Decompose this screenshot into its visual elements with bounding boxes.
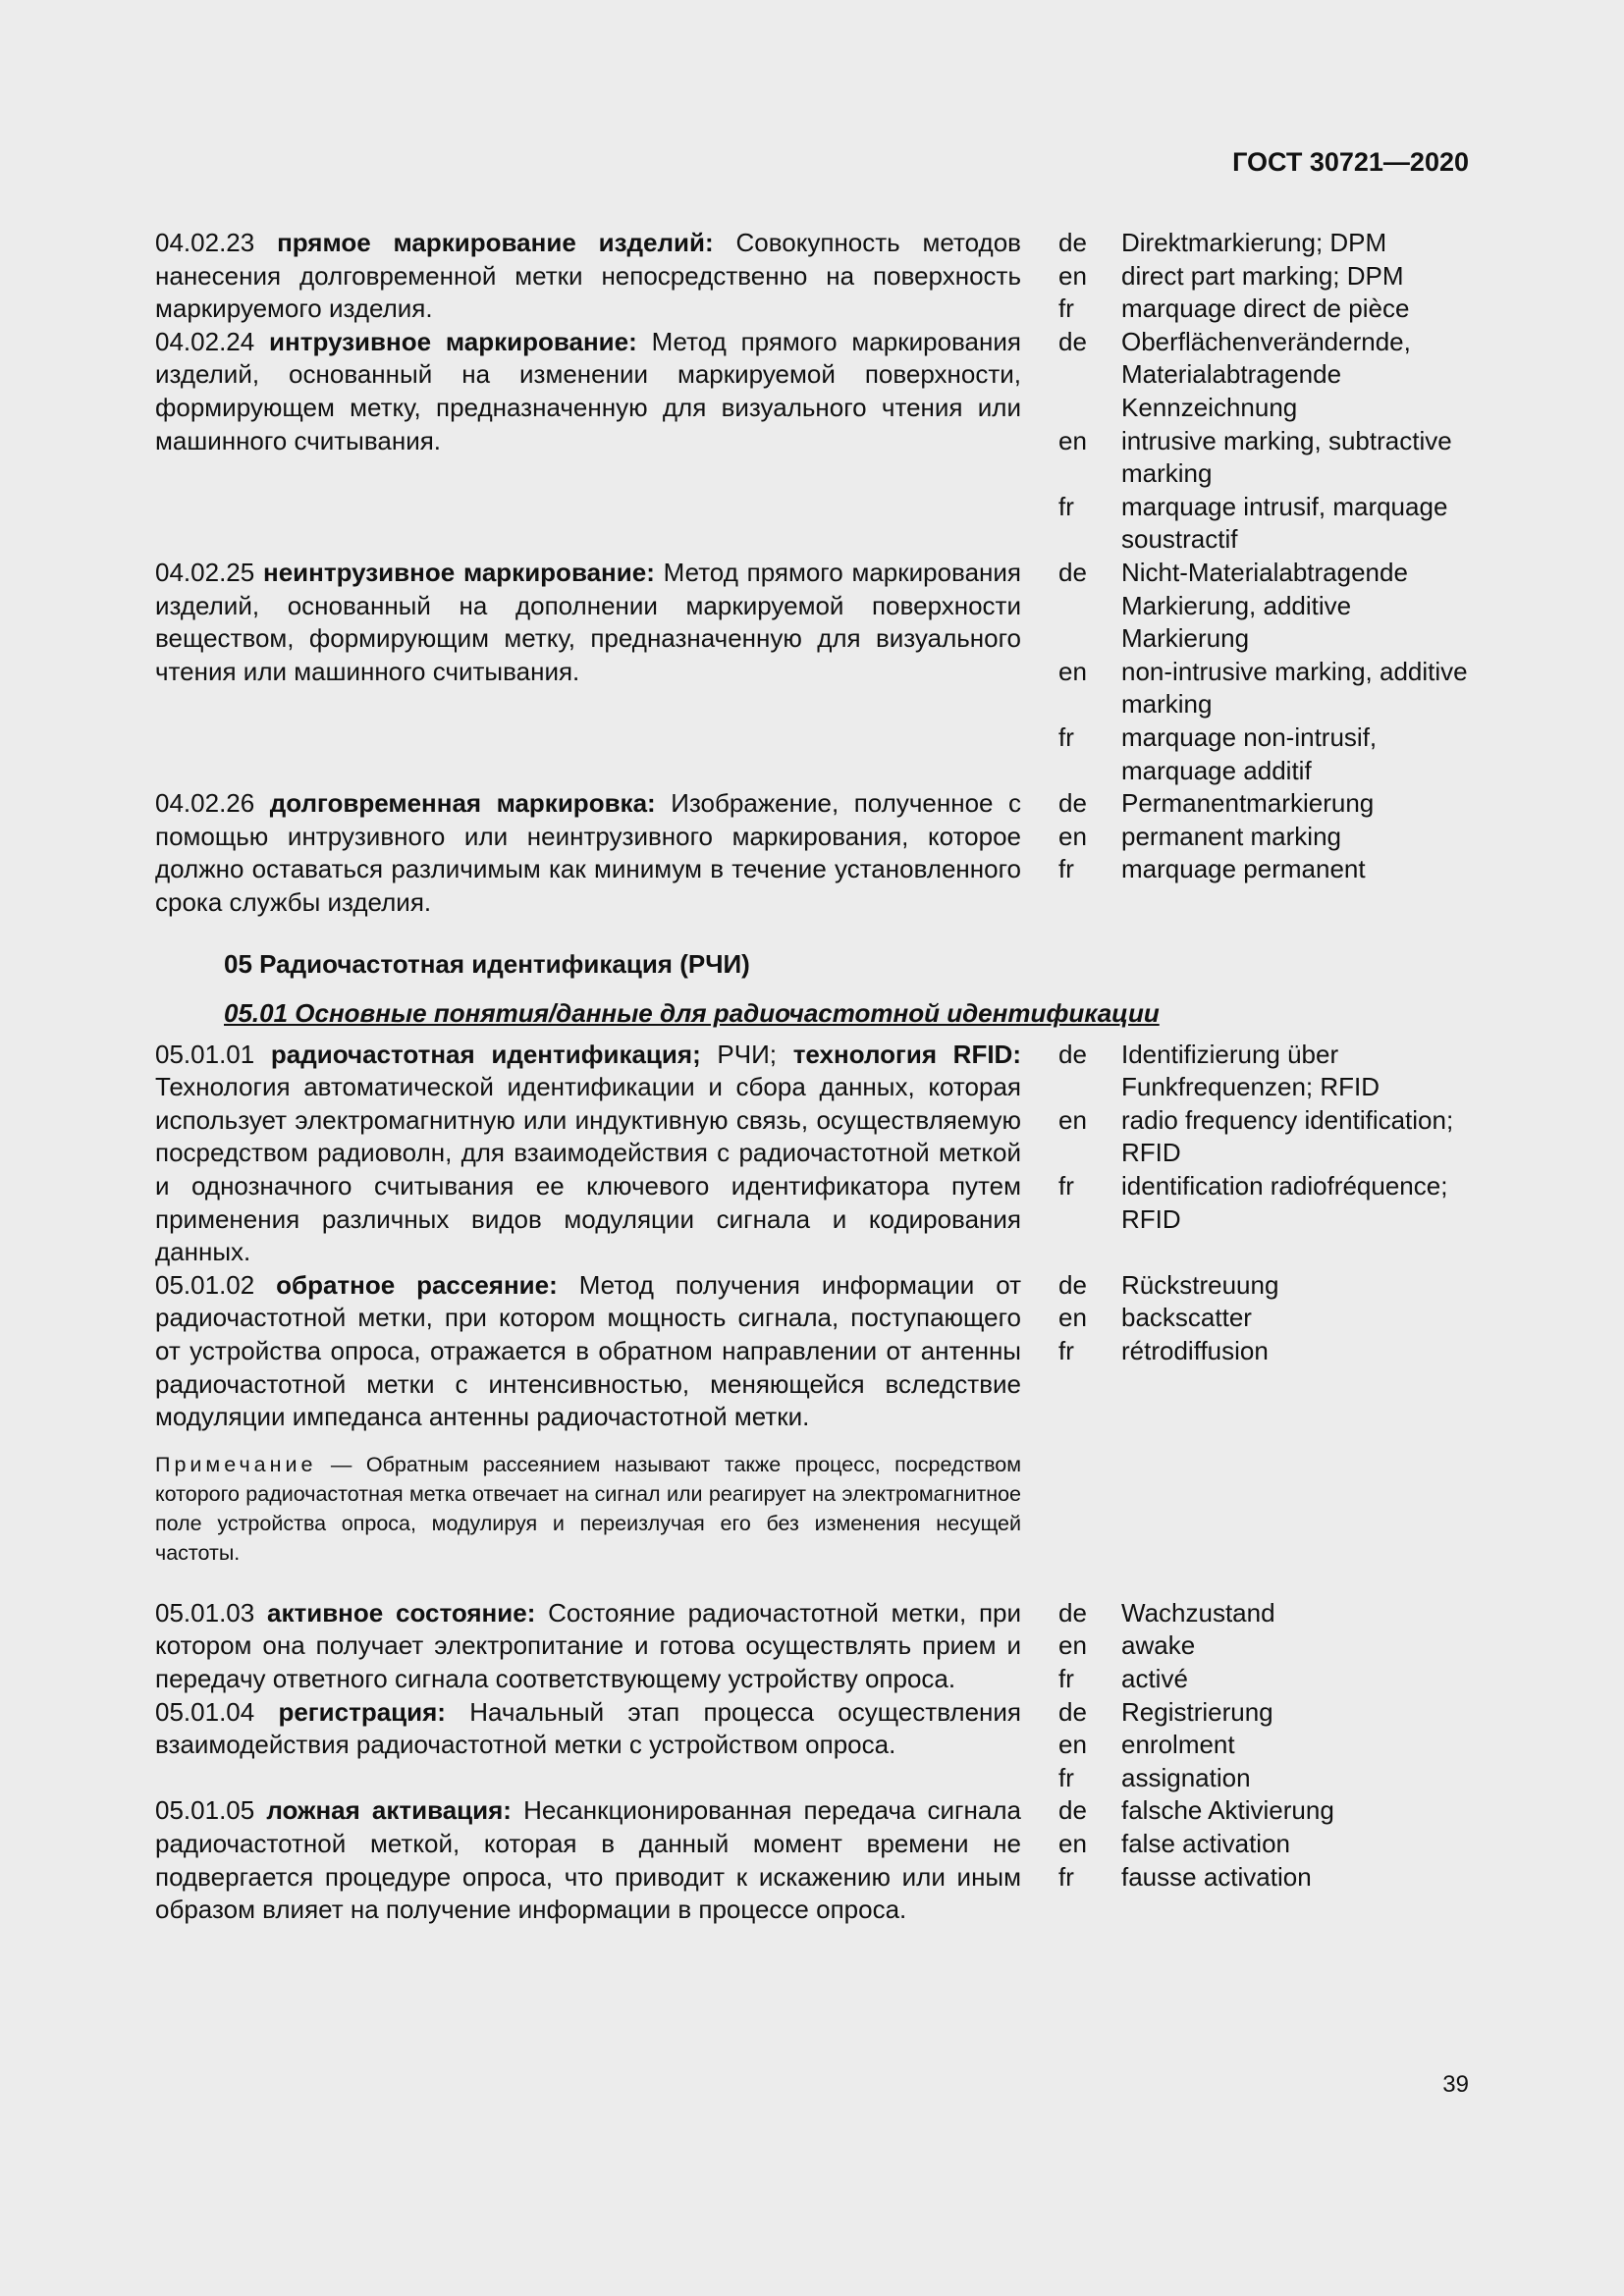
- term-name: интрузивное маркирование:: [269, 326, 637, 356]
- term-entry-04-02-26: [155, 787, 1469, 919]
- lang-code: en: [1058, 1730, 1087, 1760]
- term-definition: Совокупность методов нанесения долговременной метки непосредственно на поверхность маркируемого изделия.: [155, 228, 1021, 324]
- lang-code: en: [1058, 1303, 1087, 1333]
- term-number: 04.02.25: [155, 557, 255, 587]
- lang-code: fr: [1058, 1861, 1074, 1892]
- translations: [1058, 1597, 1469, 1696]
- note-label: Примечание: [155, 1452, 317, 1476]
- term-number: 05.01.05: [155, 1795, 255, 1826]
- lang-code: en: [1058, 1630, 1087, 1661]
- lang-code: en: [1058, 656, 1087, 686]
- lang-code: de: [1058, 326, 1087, 356]
- translation-row: [1058, 1696, 1469, 1730]
- term-definition: Изображение, полученное с помощью интрузивного или неинтрузивного маркирования, которое должно оставаться различимым как минимум в течение установленного срока службы изделия.: [155, 788, 1021, 917]
- lang-code: en: [1058, 1828, 1087, 1858]
- translated-term: Rückstreuung: [1121, 1269, 1279, 1300]
- term-definition: Метод прямого маркирования изделий, основанный на дополнении маркируемой поверхности веществом, формирующим метку, предназначенную для визуального чтения или машинного считывания.: [155, 557, 1021, 686]
- term-entry-04-02-23: [155, 227, 1469, 326]
- translated-term: Oberflächenverändernde, Materialabtragende Kennzeichnung: [1121, 326, 1411, 422]
- lang-code: en: [1058, 821, 1087, 851]
- term-definition: Технология автоматической идентификации и сбора данных, которая использует электромагнитную или индуктивную связь, осуществляемую посредством радиоволн, для взаимодействия с радиочастотной меткой и однозначного считывания ее ключевого идентификатора путем применения различных видов модуляции сигнала и кодирования данных.: [155, 1072, 1021, 1267]
- translation-row: [1058, 1663, 1469, 1696]
- translation-row: [1058, 1170, 1469, 1236]
- definition: [155, 1794, 1021, 1926]
- translated-term: Identifizierung über Funkfrequenzen; RFID: [1121, 1039, 1380, 1102]
- translation-row: [1058, 1269, 1469, 1303]
- translation-row: [1058, 853, 1469, 886]
- translation-row: [1058, 787, 1469, 821]
- note-text: — Обратным рассеянием называют также процесс, посредством которого радиочастотная метка отвечает на сигнал или реагирует на электромагнитное поле устройства опроса, модулируя и переизлучая его без изменения несущей частоты.: [155, 1452, 1021, 1565]
- translation-row: [1058, 326, 1469, 425]
- lang-code: en: [1058, 260, 1087, 291]
- translated-term: assignation: [1121, 1762, 1251, 1792]
- term-definition: Начальный этап процесса осуществления взаимодействия радиочастотной метки с устройством опроса.: [155, 1696, 1021, 1760]
- term-entry-05-01-04: [155, 1696, 1469, 1795]
- translated-term: falsche Aktivierung: [1121, 1795, 1334, 1826]
- translated-term: Nicht-Materialabtragende Markierung, additive Markierung: [1121, 557, 1408, 654]
- translation-row: [1058, 1597, 1469, 1630]
- translated-term: Registrierung: [1121, 1696, 1273, 1727]
- translation-row: [1058, 425, 1469, 491]
- translated-term: intrusive marking, subtractive marking: [1121, 425, 1452, 489]
- translated-term: enrolment: [1121, 1730, 1235, 1760]
- translated-term: fausse activation: [1121, 1861, 1312, 1892]
- translated-term: false activation: [1121, 1828, 1290, 1858]
- translation-row: [1058, 1104, 1469, 1170]
- definition: [155, 227, 1021, 326]
- term-name: обратное рассеяние:: [276, 1269, 558, 1300]
- term-number: 04.02.23: [155, 228, 255, 257]
- lang-code: de: [1058, 1696, 1087, 1727]
- translation-row: [1058, 656, 1469, 721]
- lang-code: fr: [1058, 1171, 1074, 1201]
- lang-code: fr: [1058, 854, 1074, 884]
- translation-row: [1058, 491, 1469, 557]
- translated-term: identification radiofréquence; RFID: [1121, 1171, 1448, 1234]
- term-name-alt: технология RFID:: [792, 1039, 1021, 1069]
- lang-code: fr: [1058, 1336, 1074, 1365]
- term-number: 04.02.24: [155, 326, 255, 356]
- lang-code: de: [1058, 228, 1087, 257]
- lang-code: de: [1058, 1597, 1087, 1628]
- lang-code: de: [1058, 788, 1087, 819]
- translated-term: awake: [1121, 1630, 1196, 1661]
- term-entry-05-01-05: [155, 1794, 1469, 1926]
- translation-row: [1058, 1302, 1469, 1335]
- lang-code: fr: [1058, 491, 1074, 521]
- term-number: 05.01.01: [155, 1039, 255, 1069]
- term-entry-04-02-24: [155, 326, 1469, 557]
- translations: [1058, 1696, 1469, 1795]
- translation-row: [1058, 721, 1469, 787]
- translation-row: [1058, 1729, 1469, 1762]
- term-entry-05-01-01: [155, 1039, 1469, 1269]
- translations: [1058, 787, 1469, 919]
- translation-row: [1058, 1629, 1469, 1663]
- definition: [155, 787, 1021, 919]
- translated-term: Wachzustand: [1121, 1597, 1275, 1628]
- definition: [155, 1039, 1021, 1269]
- translations: [1058, 557, 1469, 787]
- document-code: ГОСТ 30721—2020: [1232, 147, 1469, 177]
- term-number: 05.01.04: [155, 1696, 255, 1727]
- term-definition: Метод прямого маркирования изделий, основанный на изменении маркируемой поверхности, формирующем метку, предназначенную для визуального чтения или машинного считывания.: [155, 326, 1021, 455]
- term-entry-04-02-25: [155, 557, 1469, 787]
- term-name: радиочастотная идентификация;: [270, 1039, 701, 1069]
- term-definition: Метод получения информации от радиочастотной метки, при котором мощность сигнала, поступающего от устройства опроса, отражается в обратном направлении от антенны радиочастотной метки с интенсивностью, меняющейся вследствие модуляции импеданса антенны радиочастотной метки.: [155, 1269, 1021, 1432]
- term-name: прямое маркирование изделий:: [277, 228, 714, 257]
- lang-code: en: [1058, 425, 1087, 455]
- note: [155, 1450, 1021, 1568]
- translation-row: [1058, 1828, 1469, 1861]
- translations: [1058, 227, 1469, 326]
- translated-term: radio frequency identification; RFID: [1121, 1104, 1454, 1168]
- definition: [155, 326, 1021, 557]
- translated-term: Direktmarkierung; DPM: [1121, 228, 1387, 257]
- translated-term: marquage direct de pièce: [1121, 294, 1410, 324]
- translated-term: activé: [1121, 1663, 1188, 1693]
- translation-row: [1058, 1861, 1469, 1895]
- term-number: 04.02.26: [155, 788, 255, 819]
- translated-term: direct part marking; DPM: [1121, 260, 1404, 291]
- translation-row: [1058, 1335, 1469, 1368]
- translation-row: [1058, 260, 1469, 294]
- translation-row: [1058, 1039, 1469, 1104]
- term-abbreviation: РЧИ;: [717, 1039, 778, 1069]
- translated-term: rétrodiffusion: [1121, 1336, 1269, 1365]
- definition: [155, 557, 1021, 787]
- lang-code: fr: [1058, 721, 1074, 752]
- translations: [1058, 1794, 1469, 1926]
- page-number: 39: [1442, 2071, 1469, 2098]
- term-entry-05-01-03: [155, 1597, 1469, 1696]
- term-entry-05-01-02: [155, 1269, 1469, 1434]
- translated-term: permanent marking: [1121, 821, 1341, 851]
- lang-code: fr: [1058, 294, 1074, 324]
- translated-term: backscatter: [1121, 1303, 1252, 1333]
- definition: [155, 1269, 1021, 1434]
- lang-code: fr: [1058, 1663, 1074, 1693]
- translation-row: [1058, 227, 1469, 260]
- term-number: 05.01.03: [155, 1597, 255, 1628]
- term-number: 05.01.02: [155, 1269, 255, 1300]
- translation-row: [1058, 821, 1469, 854]
- translated-term: marquage permanent: [1121, 854, 1366, 884]
- translation-row: [1058, 557, 1469, 656]
- definition: [155, 1597, 1021, 1696]
- lang-code: de: [1058, 1795, 1087, 1826]
- translated-term: non-intrusive marking, additive marking: [1121, 656, 1468, 720]
- section-title: 05 Радиочастотная идентификация (РЧИ): [224, 949, 750, 980]
- translation-row: [1058, 1762, 1469, 1795]
- translated-term: marquage intrusif, marquage soustractif: [1121, 491, 1448, 555]
- term-definition: Несанкционированная передача сигнала радиочастотной меткой, которая в данный момент времени не подвергается процедуре опроса, что приводит к искажению или иным образом влияет на получение информации в процессе опроса.: [155, 1795, 1021, 1925]
- page-content: [155, 227, 1469, 1927]
- term-name: регистрация:: [278, 1696, 446, 1727]
- definition: [155, 1696, 1021, 1795]
- term-name: неинтрузивное маркирование:: [263, 557, 655, 587]
- lang-code: fr: [1058, 1762, 1074, 1792]
- term-definition: Состояние радиочастотной метки, при котором она получает электропитание и готова осуществлять прием и передачу ответного сигнала соответствующему устройству опроса.: [155, 1597, 1022, 1693]
- translation-row: [1058, 1794, 1469, 1828]
- term-name: долговременная маркировка:: [269, 788, 656, 819]
- term-name: ложная активация:: [266, 1795, 512, 1826]
- translated-term: Permanentmarkierung: [1121, 788, 1375, 819]
- translation-row: [1058, 293, 1469, 326]
- lang-code: de: [1058, 1269, 1087, 1300]
- subsection-title: 05.01 Основные понятия/данные для радиочастотной идентификации: [224, 998, 1160, 1029]
- term-name: активное состояние:: [267, 1597, 536, 1628]
- lang-code: en: [1058, 1104, 1087, 1135]
- lang-code: de: [1058, 557, 1087, 587]
- translations: [1058, 1269, 1469, 1434]
- lang-code: de: [1058, 1039, 1087, 1069]
- translations: [1058, 1039, 1469, 1269]
- translations: [1058, 326, 1469, 557]
- translated-term: marquage non-intrusif, marquage additif: [1121, 721, 1378, 785]
